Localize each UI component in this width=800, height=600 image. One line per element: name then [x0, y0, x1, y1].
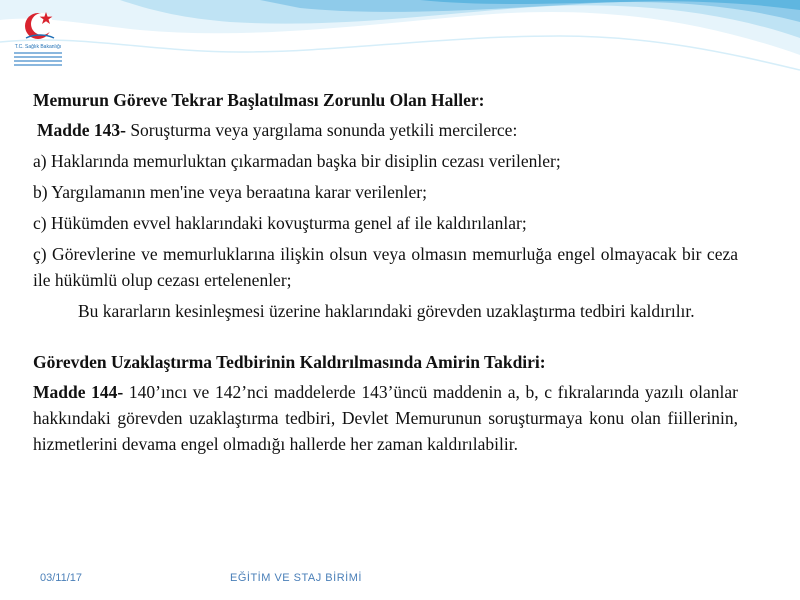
logo-title: T.C. Sağlık Bakanlığı [14, 44, 62, 50]
slide-content [33, 84, 738, 457]
heading-reinstatement: Memurun Göreve Tekrar Başlatılması Zorunlu Olan Haller: [33, 90, 485, 110]
item-c: c) Hükümden evvel haklarındaki kovuşturma genel af ile kaldırılanlar; [33, 213, 527, 233]
slide-footer [0, 572, 800, 592]
header-wave-decoration [0, 0, 800, 80]
closing-paragraph: Bu kararların kesinleşmesi üzerine haklarındaki görevden uzaklaştırma tedbiri kaldırılır. [78, 301, 695, 321]
article-143-label: Madde 143- [37, 120, 126, 140]
footer-date: 03/11/17 [40, 572, 83, 584]
item-cc: ç) Görevlerine ve memurluklarına ilişkin olsun veya olmasın memurluğa engel olmayacak bir ceza ile hükümlü olup cezası ertelenenler; [33, 244, 738, 290]
logo-text-lines [14, 52, 62, 68]
article-143 [33, 117, 738, 143]
item-a: a) Haklarında memurluktan çıkarmadan başka bir disiplin cezası verilenler; [33, 151, 561, 171]
article-143-text: Soruşturma veya yargılama sonunda yetkili mercilerce: [125, 120, 518, 140]
article-144-label: Madde 144- [33, 382, 124, 402]
ministry-logo [6, 4, 70, 74]
footer-unit: EĞİTİM VE STAJ BİRİMİ [230, 572, 362, 584]
item-b: b) Yargılamanın men'ine veya beraatına karar verilenler; [33, 182, 427, 202]
heading-supervisor-discretion: Görevden Uzaklaştırma Tedbirinin Kaldırılmasında Amirin Takdiri: [33, 352, 546, 372]
article-144-text: 140’ıncı ve 142’nci maddelerde 143’üncü maddenin a, b, c fıkralarında yazılı olanlar hakkındaki görevden uzaklaştırma tedbiri, Devlet Memurunun soruşturmaya konu olan fiillerinin, hizmetlerini devama engel olmadığı hallerde her zaman kaldırılabilir. [33, 382, 738, 454]
spacer [33, 324, 738, 346]
crescent-star-icon [6, 4, 70, 44]
article-144 [33, 379, 738, 457]
